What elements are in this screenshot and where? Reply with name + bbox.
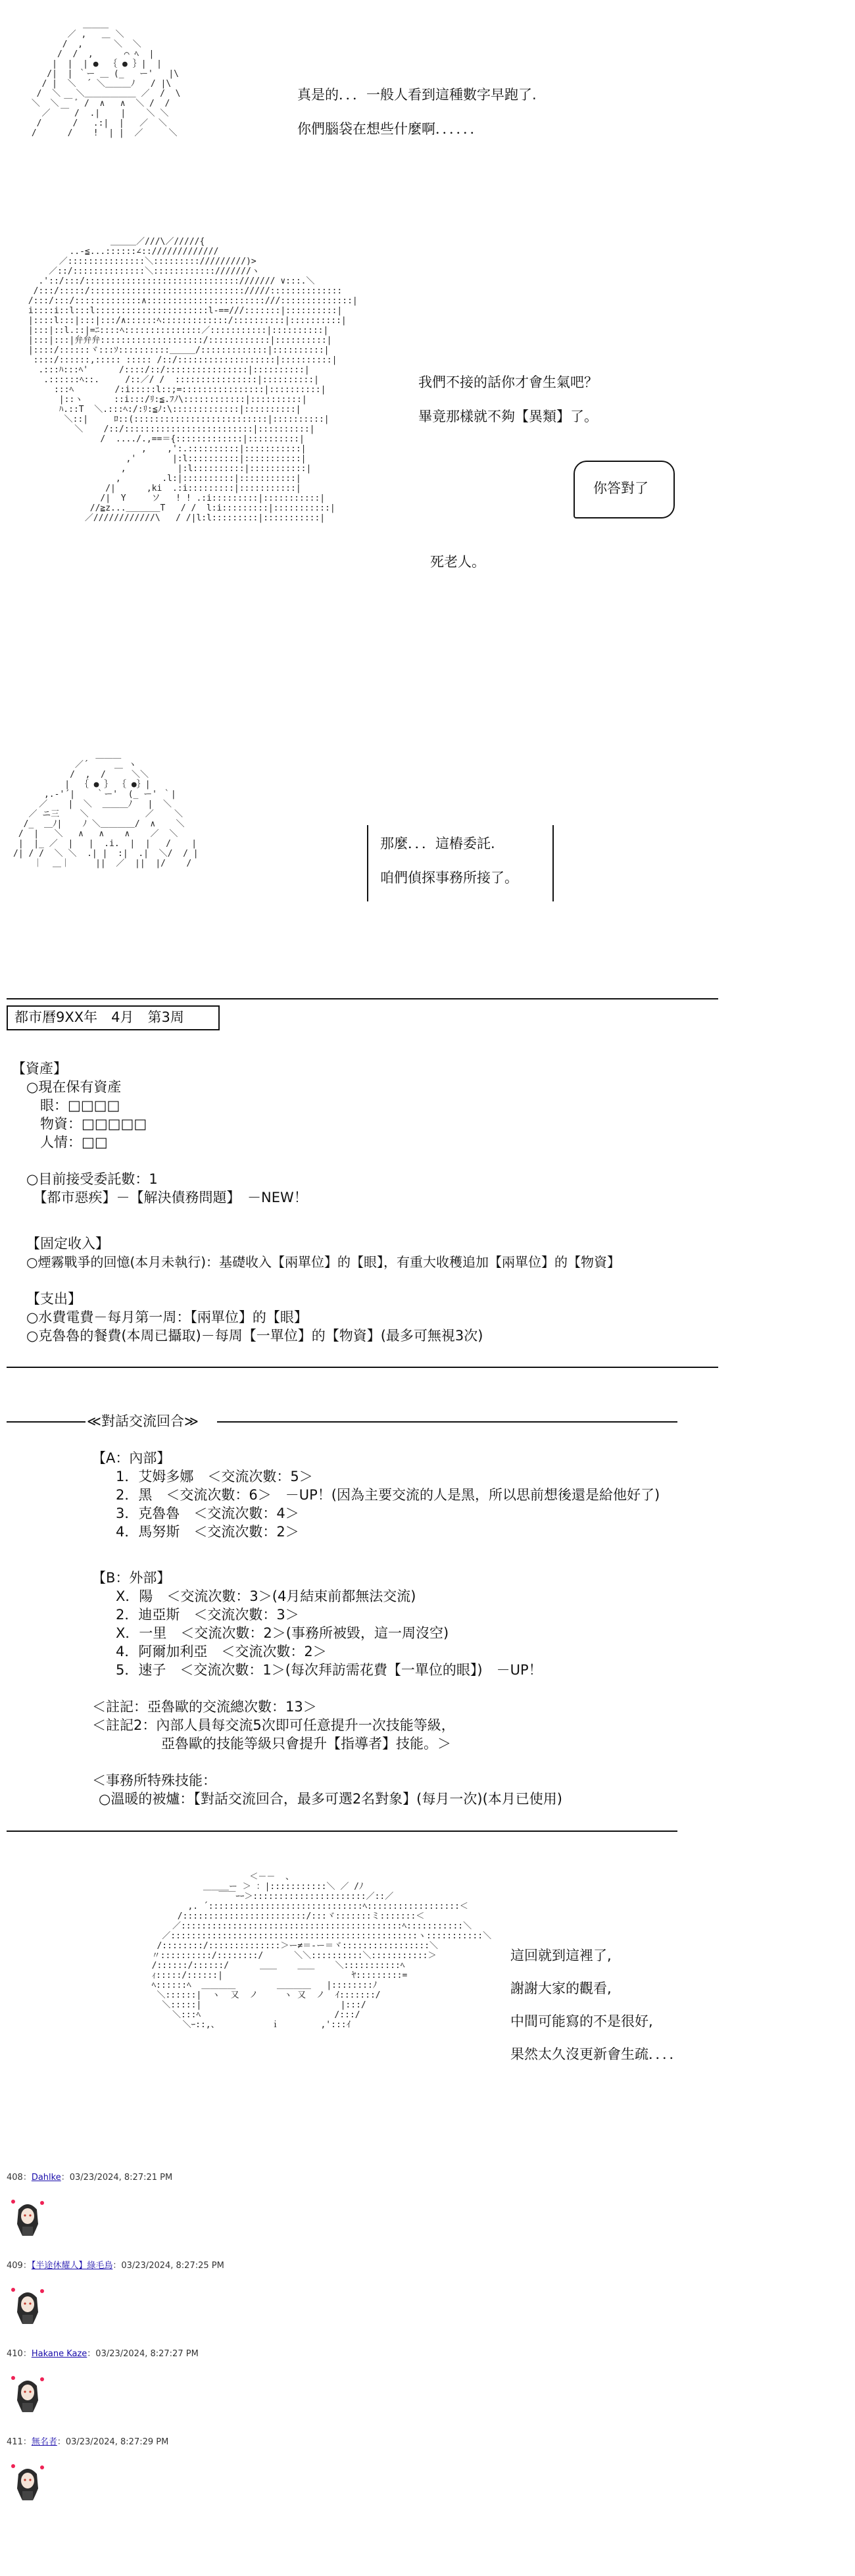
post-header-408 — [7, 2170, 172, 2183]
closing-line-1: 這回就到這裡了, — [510, 1948, 612, 1963]
status-header: 都市曆9XX年 4月 第3周 — [14, 1009, 184, 1025]
exchange-title: ≪對話交流回合≫ — [87, 1413, 199, 1429]
income-line: ○煙霧戰爭的回憶(本月未執行)：基礎收入【兩單位】的【眼】，有重大收穫追加【兩單位】的【物資】 — [26, 1254, 621, 1270]
closing-line-2: 謝謝大家的觀看, — [510, 1981, 612, 1996]
post-author-link[interactable]: Hakane Kaze — [31, 2349, 87, 2359]
expense-line-2: ○克魯魯的餐費(本周已攝取)－每周【一單位】的【物資】(最多可無視3次) — [26, 1328, 483, 1344]
external-item-3: X．一里 ＜交流次數：2＞(事務所被毀，這一周沒空) — [116, 1625, 449, 1641]
exchange-bottom-rule — [7, 1831, 677, 1832]
post-author-link[interactable]: 【半途休耀人】綠毛鳥 — [31, 2261, 113, 2271]
internal-item-2: 2．黑 ＜交流次數：6＞ －UP！(因為主要交流的人是黑，所以思前想後還是給他好了) — [116, 1487, 660, 1503]
assets-line-4: 人情：□□ — [26, 1134, 108, 1150]
avatar[interactable] — [9, 2462, 46, 2504]
assets-line-1: ○現在保有資產 — [26, 1079, 122, 1095]
status-bottom-rule — [7, 1367, 718, 1368]
speech-bubble — [574, 461, 675, 518]
post-number: 410： — [7, 2349, 32, 2359]
scene2-line-1: 我們不接的話你才會生氣吧？ — [418, 374, 598, 390]
skill-title: ＜事務所特殊技能： — [92, 1773, 216, 1788]
post-time: ：03/23/2024, 8:27:21 PM — [61, 2173, 173, 2183]
post-header-410 — [7, 2346, 199, 2359]
note-3: 亞魯歐的技能等級只會提升【指導者】技能。＞ — [92, 1736, 451, 1752]
external-title: 【B：外部】 — [92, 1570, 171, 1586]
note-1: ＜註記：亞魯歐的交流總次數：13＞ — [92, 1699, 317, 1715]
external-item-4: 4．阿爾加利亞 ＜交流次數：2＞ — [116, 1644, 327, 1659]
post-time: ：03/23/2024, 8:27:29 PM — [57, 2437, 169, 2447]
assets-line-2: 眼：□□□□ — [26, 1098, 120, 1113]
internal-item-4: 4．馬努斯 ＜交流次數：2＞ — [116, 1524, 299, 1540]
scene2-reply: 死老人。 — [430, 554, 485, 570]
post-time: ：03/23/2024, 8:27:27 PM — [87, 2349, 199, 2359]
income-title: 【固定收入】 — [26, 1236, 109, 1251]
status-header-box — [7, 1005, 220, 1030]
scene1-line-2: 你們腦袋在想些什麼啊．．．．．． — [297, 121, 484, 137]
assets-title: 【資產】 — [12, 1061, 67, 1076]
scene3-line-2: 咱們偵探事務所接了。 — [380, 870, 518, 886]
post-header-409 — [7, 2258, 224, 2271]
post-author-link[interactable]: Dahlke — [31, 2173, 61, 2183]
post-number: 409： — [7, 2261, 32, 2271]
scene1-line-1: 真是的．．．一般人看到這種數字早跑了. — [297, 87, 537, 103]
scene3-dialogue-box — [367, 825, 554, 901]
ascii-art-character-4: ＜－－ 、 ＿＿＿ー ＞ ：|:::::::::::＼ ／ /ﾉ ￣￣ｰｰ＞::::::::::::::::::::::／::／ ,. ´::::::::::::::::::::::::::::::ﾍ::::::::::::::::::＜ /::::::::::::::::::::::::/:::ヾ:::::::ミ:::::::＜ ／:::::::::::::::::::::::::::::::::::::::::::ﾍ:::::::::::＼ ／::::::::::::::::::::::::::::::::::::::::::::::::ヽ:::::::::::＼ /::::::::/::::::::::::::＞ー≠＝-ー＝ヾ:::::::::::::::::＼ 〃::::::::::/::::::::/ ＼＼::::::::::＼:::::::::::＞ /::::::/::::::/ ＿＿ ＿＿ ＼:::::::::::ﾍ ｨ:::::/::::::| ﾔ:::::::::= ﾍ::::::ﾍ ＿＿＿＿ ＿＿＿＿ |::::::::ﾉ ＼::::::| ヽ 又 ノ ヽ 又 ノ ｲ:::::::/ ＼:::::| |:::/ ＼:::ﾍ /:::/ ＼ｰ::,、 ｉ ,':::ｲ — [151, 1872, 492, 2030]
expense-line-1: ○水費電費－每月第一周：【兩單位】的【眼】 — [26, 1309, 308, 1325]
scene2-line-2: 畢竟那樣就不夠【異類】了。 — [418, 409, 598, 424]
ascii-art-character-1: ＿＿＿ ／ , ＿ ＼ / , ＼ ＼ / / , ⌒ ﾍ | | | | ● ｛ ● ｝| | /| | ｀ー ＿ (_ ー' |\ / | ＼ ´ ＼＿＿＿ﾉ / |\ / ＼ ＼＿＿＿＿＿＿ ／ / \ ＼ ＼ ￣ ﾞ / ∧ ∧ ＼ / / ／ ￣ / .| | ＼ ＼ / / .:| | ／ ＼ / / ! | | ／ ＼ — [31, 20, 181, 138]
avatar[interactable] — [9, 2374, 46, 2416]
internal-item-1: 1．艾姆多娜 ＜交流次數：5＞ — [116, 1469, 313, 1484]
closing-line-4: 果然太久沒更新會生疏．．．． — [510, 2046, 683, 2062]
post-author-link[interactable]: 無名者 — [31, 2437, 57, 2447]
internal-title: 【A：內部】 — [92, 1450, 171, 1466]
post-number: 411： — [7, 2437, 32, 2447]
avatar[interactable] — [9, 2286, 46, 2328]
assets-line-3: 物資：□□□□□ — [26, 1116, 147, 1132]
expense-title: 【支出】 — [26, 1291, 82, 1307]
external-item-5: 5．速子 ＜交流次數：1＞(每次拜訪需花費【一單位的眼】) －UP！ — [116, 1662, 543, 1678]
closing-line-3: 中間可能寫的不是很好, — [510, 2013, 653, 2029]
status-top-rule — [7, 998, 718, 999]
speech-bubble-text: 你答對了 — [593, 480, 648, 496]
note-2: ＜註記2：內部人員每交流5次即可任意提升一次技能等級， — [92, 1717, 455, 1733]
external-item-1: X．陽 ＜交流次數：3＞(4月結束前都無法交流) — [116, 1588, 416, 1604]
exchange-rule-right — [217, 1421, 677, 1423]
post-header-411 — [7, 2435, 168, 2447]
internal-item-3: 3．克魯魯 ＜交流次數：4＞ — [116, 1505, 299, 1521]
post-number: 408： — [7, 2173, 32, 2183]
commission-line-2: 【都市惡疾】－【解決債務問題】 －NEW！ — [26, 1190, 308, 1205]
external-item-2: 2．迪亞斯 ＜交流次數：3＞ — [116, 1607, 299, 1623]
exchange-rule-left — [7, 1421, 86, 1423]
post-time: ：03/23/2024, 8:27:25 PM — [112, 2261, 224, 2271]
scene3-line-1: 那麼．．．這樁委託. — [380, 836, 495, 851]
ascii-art-character-2: ＿＿＿／///\／/////{ ..-≦...::::::∠::///////////// ／:::::::::::::::＼::::::::://///////)> ／::/::::::::::::::＼::::::::::::///////ヽ .'::/:::/:::::::::::::::::::::::::::::://///// ∨:::.＼ /:::/:::::/:::::::::::::::::::::::::::::://///:::::::::::::: /:::/:::/:::::::::::::∧:::::::::::::::::::::::///::::::::::::::| i::::i::l:::l::::::::::::::::::::::l-==///:::::::|::::::::::| |::::l:::|:::|:::/∧::::::ﾍ:::::::::::::/::::::::::|::::::::::| |:::|::l.::|=ﾆ::::ﾍ:::::::::::::::／:::::::::::|::::::::::| |:::|:::|弁弁弁::::::::::::::::::::/::::::::::::|::::::::::| |::::/::::::ヾ:::ｿ::::::::::＿＿＿/:::::::::::::|::::::::::| ::::/::::::,::::: ::::: /::/:::::::::::::::::::|::::::::::| .:::ﾊ:::ﾍ' /::::/::/::::::::::::::::|::::::::::| .::::::ﾍ::. /::／/ / ::::::::::::::::|::::::::::| :::ﾍ /:i:::::l::;=::::::::::::::::|::::::::::| |::ヽ ::i:::/ﾘ:≦.ﾌﾉ\::::::::::::|::::::::::| ﾊ.::T ＼.:::ﾍ:/:ﾘ:≦ﾉ:\:::::::::::::|::::::::::| ＼::| ﾛ::(::::::::::::::::::::::::::|::::::::::| ＼ /::/:::::::::::::::::::::::::|::::::::::| / ..../.,==＝{:::::::::::::|::::::::::| , ,':.::::::::::|:::::::::::| ,' |:l::::::::::|:::::::::::| , |:l::::::::::|:::::::::::| , .l:|::::::::::|:::::::::::| /| ,ki .:i:::::::::|:::::::::::| /| Y ソ ! ! .:i:::::::::|:::::::::::| //≧z...＿＿＿＿T / / l:i:::::::::|:::::::::::| ／////////////\ / /|l:l:::::::::|:::::::::::| — [28, 237, 358, 523]
ascii-art-character-3: ＿＿＿ ／´ ＿ ヽ / , / ＼＼ | ｛ ● ｝ ｛ ●｝| ,.-'´| ｀ー' (_ ー' ｀| ／ | ＼ ＿＿＿ﾉ | ＼ ／ ニ三 ＼ ／ ＼ /_ ＿ﾉ| ﾉ ＼＿＿＿＿/ ∧ ＼ / | ＼ ∧ ∧ ∧ ／ ＼ | |_ ／ | | .i. | | / | /| / / ＼ ＼ .| | :| .| ＼/ / | ｜ ＿｜ || ／ || |/ / — [13, 750, 199, 869]
skill-line: ○溫暖的被爐：【對話交流回合，最多可選2名對象】(每月一次)(本月已使用) — [99, 1791, 562, 1807]
avatar[interactable] — [9, 2198, 46, 2240]
commission-line-1: ○目前接受委託數：1 — [26, 1171, 158, 1187]
